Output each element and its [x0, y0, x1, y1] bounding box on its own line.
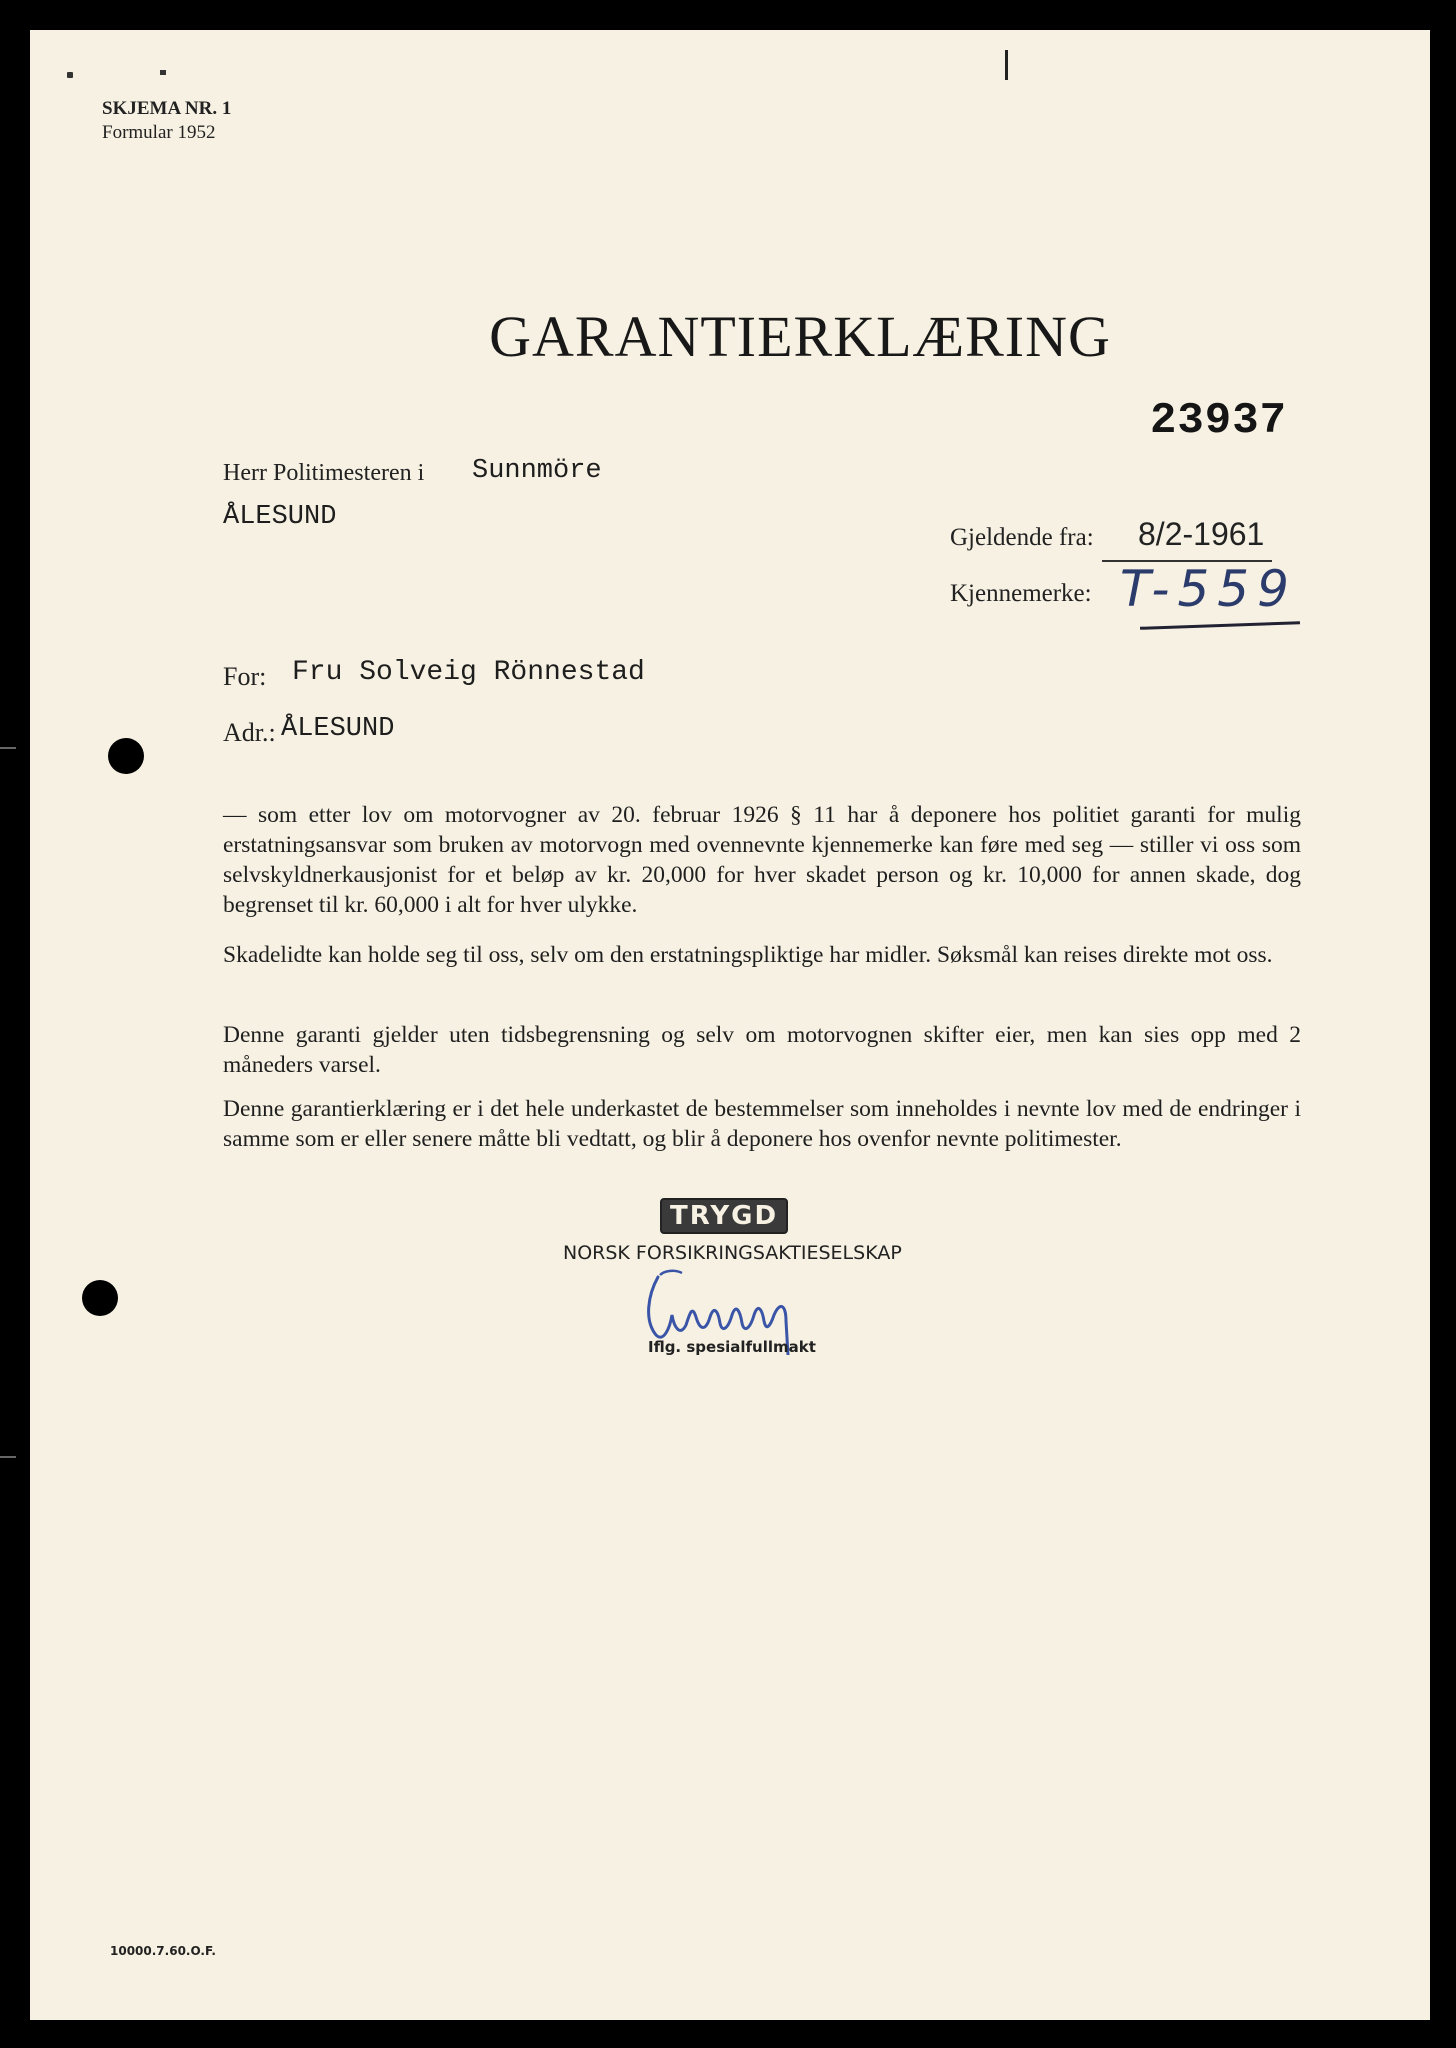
registration-underline [1140, 621, 1300, 630]
schema-number: SKJEMA NR. 1 [102, 98, 232, 119]
margin-mark [0, 1456, 16, 1458]
valid-from-value: 8/2-1961 [1138, 516, 1265, 552]
formular-year: Formular 1952 [102, 122, 216, 143]
ink-mark [67, 72, 73, 78]
top-tick-mark [1005, 50, 1008, 80]
addressee-prefix: Herr Politimesteren i [223, 460, 425, 486]
trygd-logo: TRYGD [660, 1198, 788, 1234]
paragraph-claims: Skadelidte kan holde seg til oss, selv om den erstatningspliktige har midler. Søksmål kan reises direkte mot oss. [223, 942, 1273, 968]
authority-note: Iflg. spesialfullmakt [648, 1338, 816, 1356]
document-number: 23937 [1150, 396, 1288, 446]
for-value: Fru Solveig Rönnestad [292, 657, 645, 688]
valid-from-label: Gjeldende fra: [950, 524, 1094, 551]
for-label: For: [223, 662, 267, 691]
address-label: Adr.: [223, 718, 276, 747]
punch-hole [82, 1280, 118, 1316]
registration-label: Kjennemerke: [950, 580, 1092, 607]
paragraph-guarantee: — som etter lov om motorvogner av 20. februar 1926 § 11 har å deponere hos politiet garanti for mulig erstatningsansvar som bruken av motorvogn med ovennevnte kjennemerke kan føre med seg — stiller vi oss som selvskyldnerkausjonist for et beløp av kr. 20,000 for hver skadet person og kr. 10,000 for annen skade, dog begrenset til kr. 60,000 i alt for hver ulykke. [223, 802, 1301, 918]
ink-mark [160, 70, 166, 75]
margin-mark [0, 747, 16, 749]
addressee-city: ÅLESUND [223, 502, 337, 532]
addressee-district: Sunnmöre [472, 456, 602, 486]
print-code: 10000.7.60.O.F. [110, 1944, 216, 1958]
paragraph-legal: Denne garantierklæring er i det hele underkastet de bestemmelser som inneholdes i nevnte lov med de endringer i samme som er eller senere måtte bli vedtatt, og blir å deponere hos ovenfor nevnte politimester. [223, 1096, 1301, 1152]
document-title: GARANTIERKLÆRING [489, 304, 1111, 369]
registration-value: T-559 [1120, 560, 1297, 618]
address-value: ÅLESUND [281, 714, 395, 744]
punch-hole [108, 738, 144, 774]
company-name: NORSK FORSIKRINGSAKTIESELSKAP [563, 1242, 902, 1264]
paragraph-duration: Denne garanti gjelder uten tidsbegrensning og selv om motorvognen skifter eier, men kan sies opp med 2 måneders varsel. [223, 1022, 1301, 1078]
document-page [30, 30, 1430, 2020]
